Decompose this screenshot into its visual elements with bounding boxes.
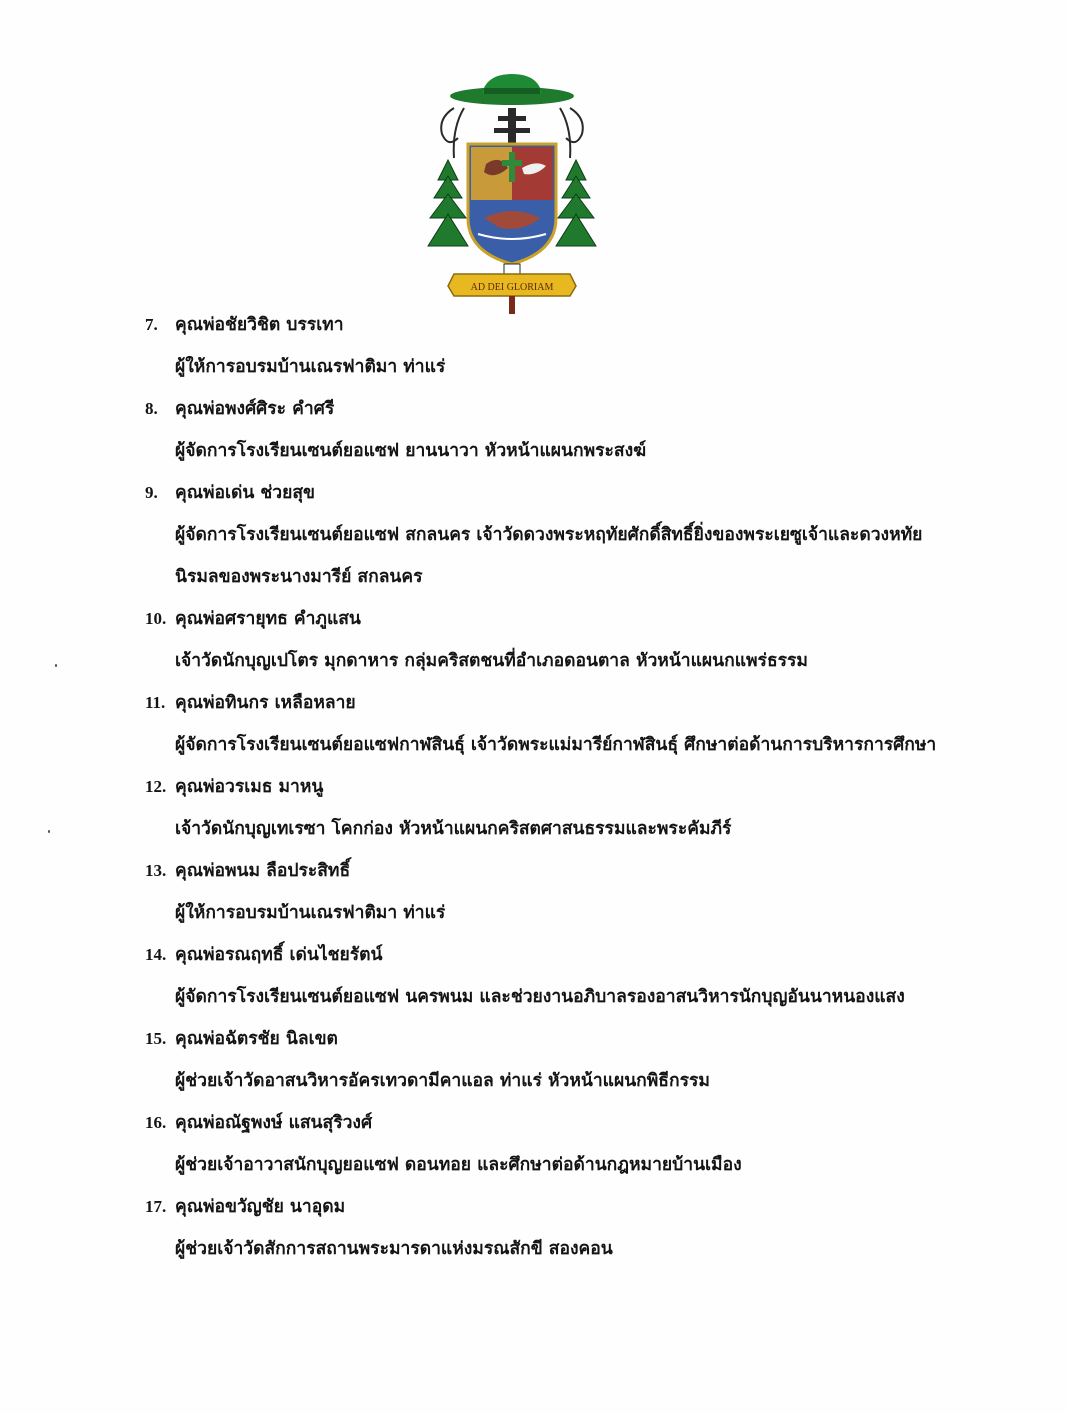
entry-heading [0, 682, 1066, 724]
list-item [0, 304, 1066, 388]
svg-text:AD DEI GLORIAM: AD DEI GLORIAM [470, 282, 554, 293]
list-item [0, 388, 1066, 472]
entry-heading [0, 1018, 1066, 1060]
priest-name: คุณพ่อพงศ์ศิระ คำศรี [175, 399, 335, 419]
entry-heading [0, 1186, 1066, 1228]
entry-description-line [0, 430, 1066, 472]
entry-number: 14. [145, 945, 167, 964]
position-description: นิรมลของพระนางมารีย์ สกลนคร [175, 567, 423, 587]
list-item [0, 1186, 1066, 1270]
entry-description-line [0, 1228, 1066, 1270]
position-description: ผู้ช่วยเจ้าวัดสักการสถานพระมารดาแห่งมรณสักขี สองคอน [175, 1239, 613, 1259]
entry-description-line [0, 556, 1066, 598]
entry-heading [0, 304, 1066, 346]
position-description: ผู้ให้การอบรมบ้านเณรฟาติมา ท่าแร่ [175, 903, 446, 923]
entry-description-line [0, 724, 1066, 766]
list-item [0, 472, 1066, 598]
priest-name: คุณพ่อณัฐพงษ์ แสนสุริวงศ์ [175, 1113, 373, 1133]
entry-number: 13. [145, 861, 167, 880]
entry-number: 17. [145, 1197, 167, 1216]
position-description: ผู้จัดการโรงเรียนเซนต์ยอแซฟ สกลนคร เจ้าวัดดวงพระหฤทัยศักดิ์สิทธิ์ยิ่งของพระเยซูเจ้าและดวงหทัย [175, 525, 923, 545]
position-description: เจ้าวัดนักบุญเทเรซา โคกก่อง หัวหน้าแผนกคริสตศาสนธรรมและพระคัมภีร์ [175, 819, 732, 839]
position-description: ผู้จัดการโรงเรียนเซนต์ยอแซฟกาฬสินธุ์ เจ้าวัดพระแม่มารีย์กาฬสินธุ์ ศึกษาต่อด้านการบริหารการศึกษา [175, 735, 937, 755]
entry-description-line [0, 808, 1066, 850]
priest-name: คุณพ่อพนม ลือประสิทธิ์ [175, 861, 351, 881]
priest-name: คุณพ่อเด่น ช่วยสุข [175, 483, 315, 503]
entry-number: 7. [145, 315, 158, 334]
position-description: ผู้จัดการโรงเรียนเซนต์ยอแซฟ ยานนาวา หัวหน้าแผนกพระสงฆ์ [175, 441, 647, 461]
entry-number: 10. [145, 609, 167, 628]
entry-heading [0, 1102, 1066, 1144]
entry-heading [0, 388, 1066, 430]
priest-name: คุณพ่อฉัตรชัย นิลเขต [175, 1029, 338, 1049]
priest-name: คุณพ่อศรายุทธ คำภูแสน [175, 609, 361, 629]
entry-description-line [0, 892, 1066, 934]
list-item [0, 1102, 1066, 1186]
priest-name: คุณพ่อชัยวิชิต บรรเทา [175, 315, 344, 335]
priest-name: คุณพ่อวรเมธ มาหนู [175, 777, 324, 797]
position-description: ผู้ช่วยเจ้าวัดอาสนวิหารอัครเทวดามีคาแอล ท่าแร่ หัวหน้าแผนกพิธีกรรม [175, 1071, 710, 1091]
list-item [0, 682, 1066, 766]
entry-heading [0, 934, 1066, 976]
entry-description-line [0, 976, 1066, 1018]
priest-name: คุณพ่อทินกร เหลือหลาย [175, 693, 356, 713]
list-item [0, 934, 1066, 1018]
position-description: เจ้าวัดนักบุญเปโตร มุกดาหาร กลุ่มคริสตชนที่อำเภอดอนตาล หัวหน้าแผนกแพร่ธรรม [175, 651, 808, 671]
entry-number: 16. [145, 1113, 167, 1132]
position-description: ผู้ช่วยเจ้าอาวาสนักบุญยอแซฟ ดอนทอย และศึกษาต่อด้านกฎหมายบ้านเมือง [175, 1155, 742, 1175]
entry-number: 15. [145, 1029, 167, 1048]
list-item [0, 850, 1066, 934]
entry-number: 9. [145, 483, 158, 502]
entry-description-line [0, 1144, 1066, 1186]
entry-heading [0, 850, 1066, 892]
list-item [0, 766, 1066, 850]
entry-description-line [0, 1060, 1066, 1102]
position-description: ผู้จัดการโรงเรียนเซนต์ยอแซฟ นครพนม และช่วยงานอภิบาลรองอาสนวิหารนักบุญอันนาหนองแสง [175, 987, 905, 1007]
priest-name: คุณพ่อรณฤทธิ์ เด่นไชยรัตน์ [175, 945, 383, 965]
list-item [0, 598, 1066, 682]
entry-number: 8. [145, 399, 158, 418]
priest-name: คุณพ่อขวัญชัย นาอุดม [175, 1197, 346, 1217]
list-item [0, 1018, 1066, 1102]
entry-heading [0, 766, 1066, 808]
appointment-list [0, 304, 1066, 1270]
entry-description-line [0, 514, 1066, 556]
coat-of-arms-image [424, 68, 600, 314]
entry-number: 11. [145, 693, 166, 712]
entry-number: 12. [145, 777, 167, 796]
entry-heading [0, 472, 1066, 514]
entry-description-line [0, 640, 1066, 682]
entry-heading [0, 598, 1066, 640]
entry-description-line [0, 346, 1066, 388]
position-description: ผู้ให้การอบรมบ้านเณรฟาติมา ท่าแร่ [175, 357, 446, 377]
